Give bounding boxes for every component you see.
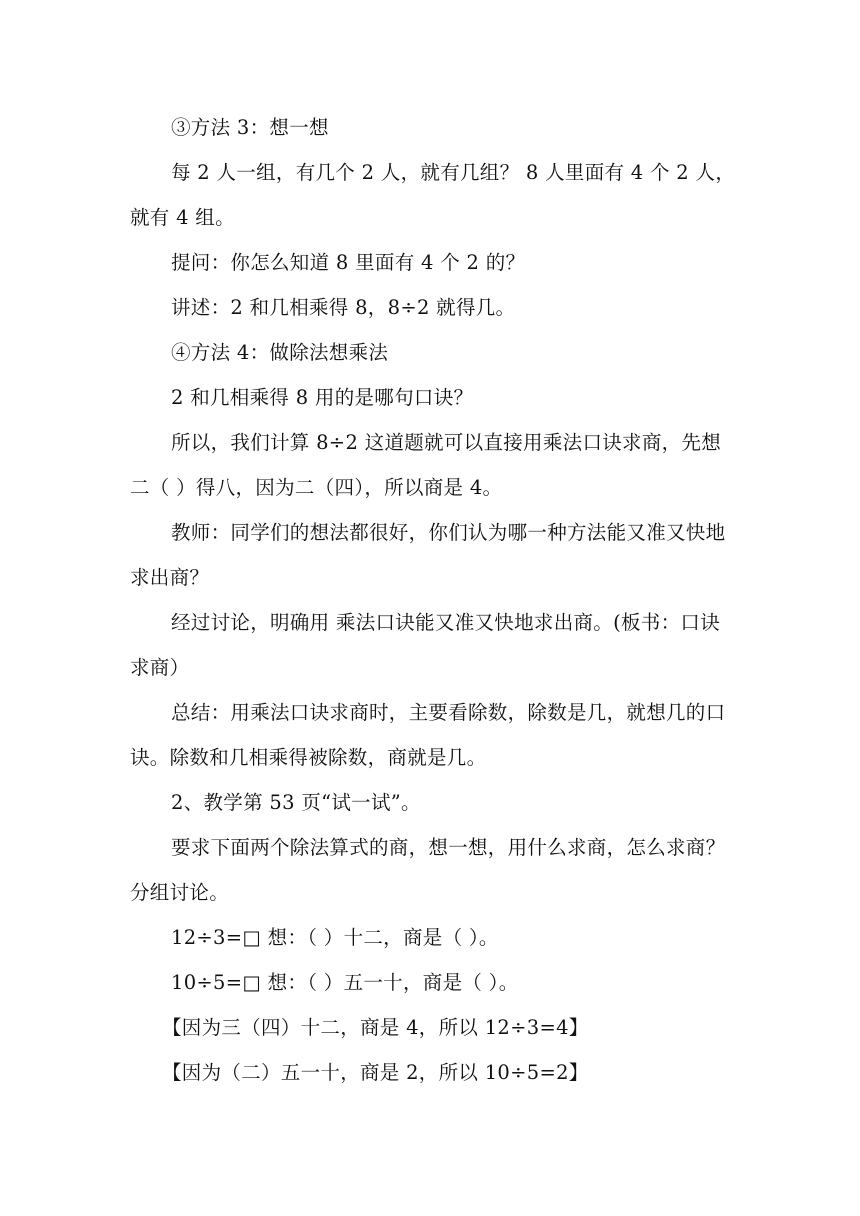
method-4-heading: ④方法 4：做除法想乘法 [171, 341, 389, 364]
paragraph-line: 2 和几相乘得 8 用的是哪句口诀？ [171, 386, 474, 409]
paragraph-line: 所以，我们计算 8÷2 这道题就可以直接用乘法口诀求商，先想 [171, 431, 722, 454]
method-3-heading: ③方法 3：想一想 [171, 116, 329, 139]
paragraph-line: 求商） [130, 656, 190, 679]
exercise-line: 12÷3=□ 想：（ ）十二，商是（ ）。 [171, 926, 499, 949]
paragraph-line: 要求下面两个除法算式的商，想一想，用什么求商，怎么求商？ [171, 836, 726, 859]
discussion-line: 经过讨论，明确用 乘法口诀能又准又快地求出商。(板书：口诀 [171, 611, 721, 634]
teacher-line: 教师：同学们的想法都很好，你们认为哪一种方法能又准又快地 [171, 521, 726, 544]
paragraph-line: 就有 4 组。 [130, 206, 235, 229]
question-line: 提问：你怎么知道 8 里面有 4 个 2 的？ [171, 251, 526, 274]
summary-line: 总结：用乘法口诀求商时，主要看除数，除数是几，就想几的口 [171, 701, 726, 724]
exercise-line: 10÷5=□ 想：（ ）五一十，商是（ ）。 [171, 971, 519, 994]
paragraph-line: 每 2 人一组，有几个 2 人，就有几组？ 8 人里面有 4 个 2 人， [171, 161, 736, 184]
section-heading: 2、教学第 53 页“试一试”。 [171, 791, 421, 814]
paragraph-line: 分组讨论。 [130, 881, 230, 904]
answer-line: 【因为（二）五一十，商是 2，所以 10÷5=2】 [162, 1061, 589, 1084]
paragraph-line: 诀。除数和几相乘得被除数，商就是几。 [130, 746, 487, 769]
explanation-line: 讲述：2 和几相乘得 8，8÷2 就得几。 [171, 296, 516, 319]
answer-line: 【因为三（四）十二，商是 4，所以 12÷3=4】 [162, 1016, 589, 1039]
paragraph-line: 二（ ）得八，因为二（四），所以商是 4。 [130, 476, 503, 499]
paragraph-line: 求出商？ [130, 566, 210, 589]
